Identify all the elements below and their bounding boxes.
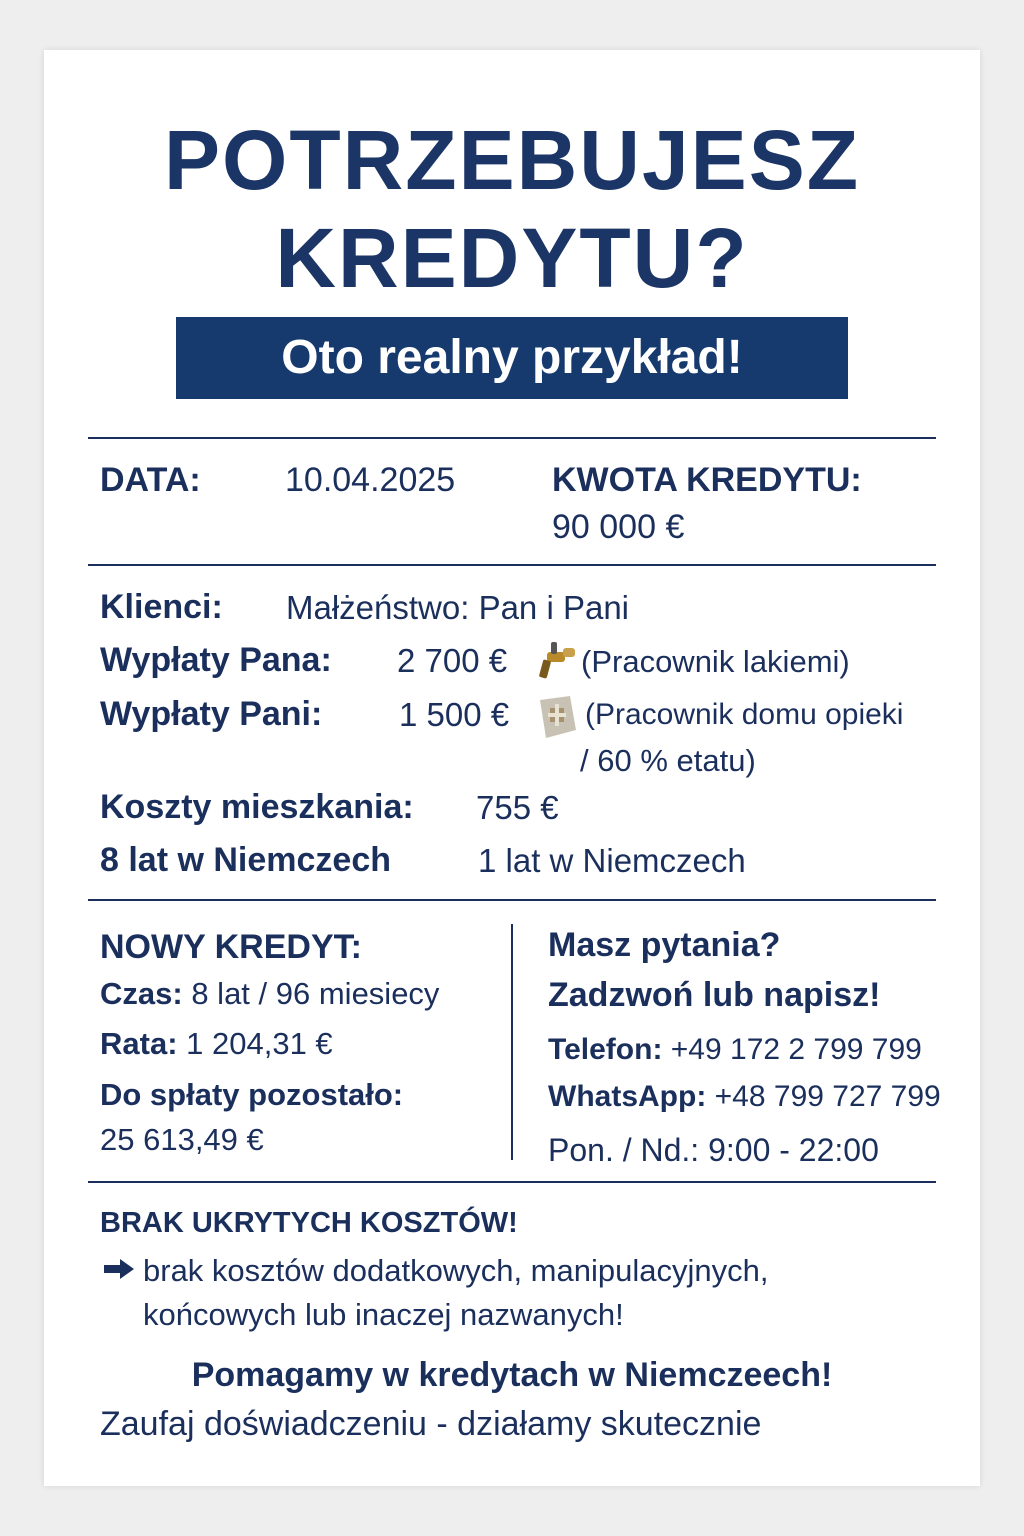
contact-heading-line-1: Masz pytania?: [548, 926, 781, 964]
credit-rate-label: Rata:: [100, 1026, 178, 1061]
his-years-in-germany: 8 lat w Niemczech: [100, 841, 392, 879]
credit-rate: [100, 1026, 333, 1062]
phone-label: Telefon:: [548, 1033, 663, 1066]
phone-number[interactable]: +49 172 2 799 799: [670, 1033, 922, 1066]
tagline: Pomagamy w kredytach w Niemczeech!: [191, 1356, 833, 1394]
divider: [88, 899, 936, 901]
amount-label: KWOTA KREDYTU:: [552, 461, 862, 499]
contact-heading-line-2: Zadzwoń lub napisz!: [548, 976, 881, 1014]
amount-value: 90 000 €: [552, 508, 685, 546]
her-salary-label: Wypłaty Pani:: [100, 695, 323, 733]
credit-term: [100, 976, 439, 1012]
clients-value: Małżeństwo: Pan i Pani: [286, 589, 630, 626]
remaining-label: Do spłaty pozostało:: [100, 1077, 404, 1112]
divider: [88, 437, 936, 439]
remaining-value: 25 613,49 €: [100, 1122, 264, 1157]
her-salary-value: 1 500 €: [399, 696, 510, 733]
credit-term-label: Czas:: [100, 976, 183, 1011]
credit-rate-value: 1 204,31 €: [186, 1026, 333, 1061]
whatsapp-row: [548, 1080, 941, 1114]
no-costs-line-2: końcowych lub inaczej nazwanych!: [143, 1297, 624, 1332]
his-salary-label: Wypłaty Pana:: [100, 641, 332, 679]
opening-hours: Pon. / Nd.: 9:00 - 22:00: [548, 1132, 879, 1168]
his-job-note: (Pracownik lakiemi): [581, 644, 850, 679]
whatsapp-number[interactable]: +48 799 727 799: [714, 1080, 941, 1113]
column-divider: [511, 924, 513, 1160]
his-salary-value: 2 700 €: [397, 642, 508, 679]
new-credit-heading: NOWY KREDYT:: [100, 928, 362, 966]
her-job-note-line-1: (Pracownik domu opieki: [585, 698, 904, 731]
title-line-1: POTRZEBUJESZ: [163, 113, 861, 207]
housing-costs-value: 755 €: [476, 789, 559, 826]
phone-row: [548, 1033, 922, 1067]
her-years-in-germany: 1 lat w Niemczech: [478, 842, 746, 879]
no-hidden-costs-heading: BRAK UKRYTYCH KOSZTÓW!: [100, 1207, 518, 1239]
title-line-2: KREDYTU?: [275, 211, 749, 305]
no-costs-line-1: brak kosztów dodatkowych, manipulacyjnych,: [143, 1253, 769, 1288]
whatsapp-label: WhatsApp:: [548, 1080, 707, 1113]
spray-gun-icon: [535, 638, 579, 680]
example-banner: Oto realny przykład!: [176, 317, 848, 399]
clients-label: Klienci:: [100, 588, 223, 626]
date-value: 10.04.2025: [285, 461, 456, 499]
divider: [88, 564, 936, 566]
arrow-right-icon: [103, 1258, 135, 1280]
her-job-note-line-2: / 60 % etatu): [580, 743, 756, 778]
divider: [88, 1181, 936, 1183]
date-label: DATA:: [100, 461, 201, 499]
housing-costs-label: Koszty mieszkania:: [100, 788, 414, 826]
care-worker-icon: [532, 690, 580, 742]
subtagline: Zaufaj doświadczeniu - działamy skutecznie: [100, 1405, 762, 1443]
credit-term-value: 8 lat / 96 miesiecy: [191, 976, 440, 1011]
